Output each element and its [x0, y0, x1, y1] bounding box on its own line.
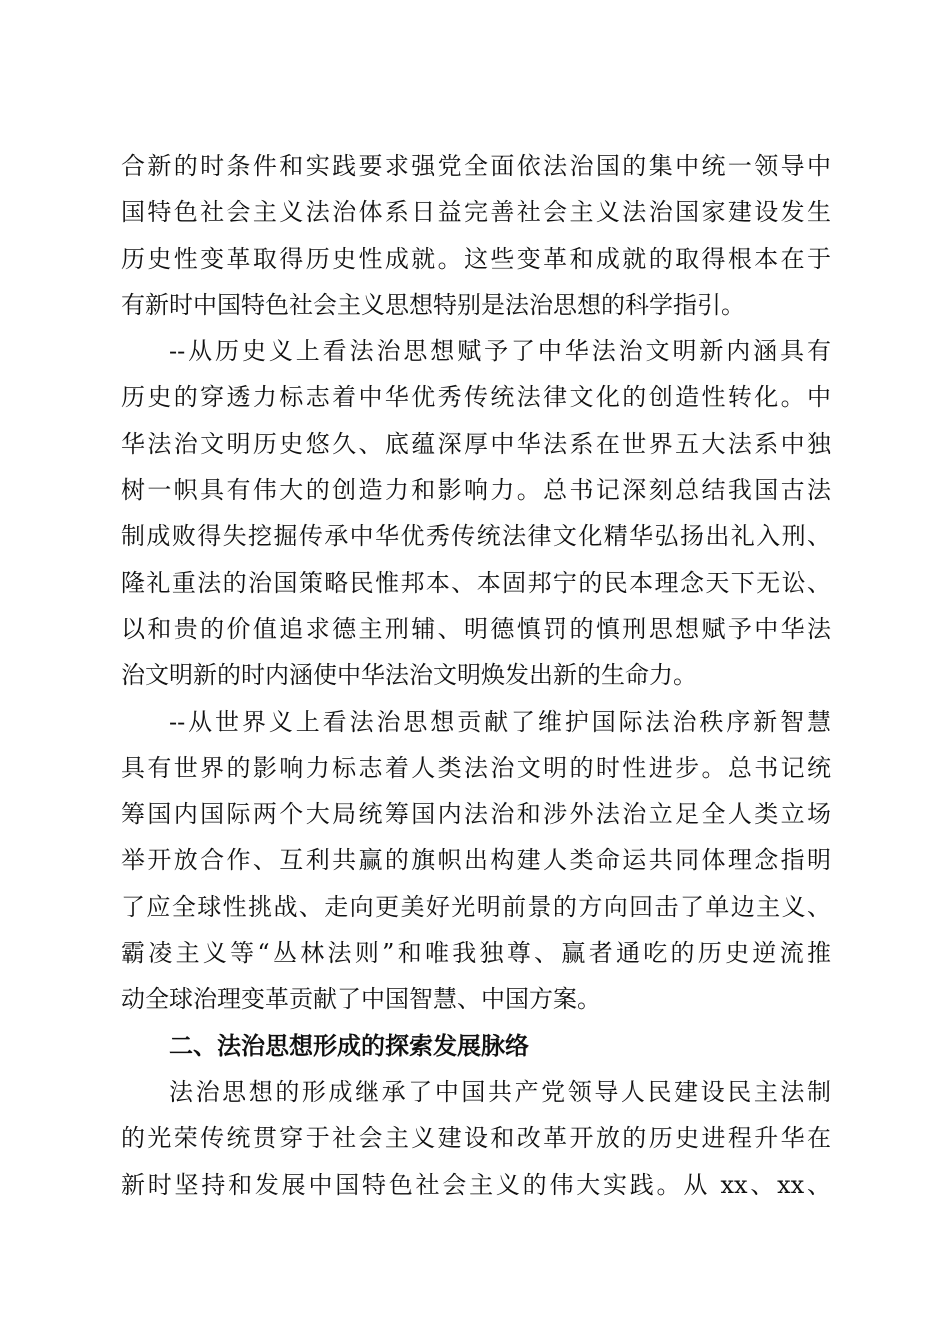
- text-line: 国特色社会主义法治体系日益完善社会主义法治国家建设发生: [121, 198, 831, 227]
- text-line: 合新的时条件和实践要求强党全面依法治国的集中统一领导中: [121, 152, 831, 180]
- text-line: 历史的穿透力标志着中华优秀传统法律文化的创造性转化。中: [121, 383, 831, 412]
- text-line: 具有世界的影响力标志着人类法治文明的时性进步。总书记统: [121, 753, 831, 782]
- text-line: 的光荣传统贯穿于社会主义建设和改革开放的历史进程升华在: [121, 1124, 831, 1153]
- text-line: 制成败得失挖掘传承中华优秀传统法律文化精华弘扬出礼入刑、: [121, 522, 831, 551]
- text-line: --从世界义上看法治思想贡献了维护国际法治秩序新智慧: [169, 707, 831, 736]
- text-line: 隆礼重法的治国策略民惟邦本、本固邦宁的民本理念天下无讼、: [121, 568, 831, 597]
- text-line: 动全球治理变革贡献了中国智慧、中国方案。: [121, 985, 601, 1014]
- text-line: --从历史义上看法治思想赋予了中华法治文明新内涵具有: [169, 337, 831, 366]
- text-line: 霸凌主义等“丛林法则”和唯我独尊、赢者通吃的历史逆流推: [121, 939, 831, 968]
- section-heading: 二、法治思想形成的探索发展脉络: [169, 1031, 529, 1060]
- text-line: 以和贵的价值追求德主刑辅、明德慎罚的慎刑思想赋予中华法: [121, 614, 831, 643]
- text-line: 有新时中国特色社会主义思想特别是法治思想的科学指引。: [121, 290, 745, 319]
- text-line: 治文明新的时内涵使中华法治文明焕发出新的生命力。: [121, 661, 697, 690]
- document-body: [121, 143, 831, 1208]
- text-line: 历史性变革取得历史性成就。这些变革和成就的取得根本在于: [121, 244, 831, 273]
- text-line: 了应全球性挑战、走向更美好光明前景的方向回击了单边主义、: [121, 892, 831, 921]
- text-line: 法治思想的形成继承了中国共产党领导人民建设民主法制: [169, 1077, 831, 1106]
- text-line: 树一帜具有伟大的创造力和影响力。总书记深刻总结我国古法: [121, 476, 831, 505]
- text-line: 举开放合作、互利共赢的旗帜出构建人类命运共同体理念指明: [121, 846, 831, 875]
- text-line: 新时坚持和发展中国特色社会主义的伟大实践。从 xx、xx、: [121, 1170, 831, 1199]
- text-line: 华法治文明历史悠久、底蕴深厚中华法系在世界五大法系中独: [121, 429, 831, 458]
- text-line: 筹国内国际两个大局统筹国内法治和涉外法治立足全人类立场: [121, 800, 831, 829]
